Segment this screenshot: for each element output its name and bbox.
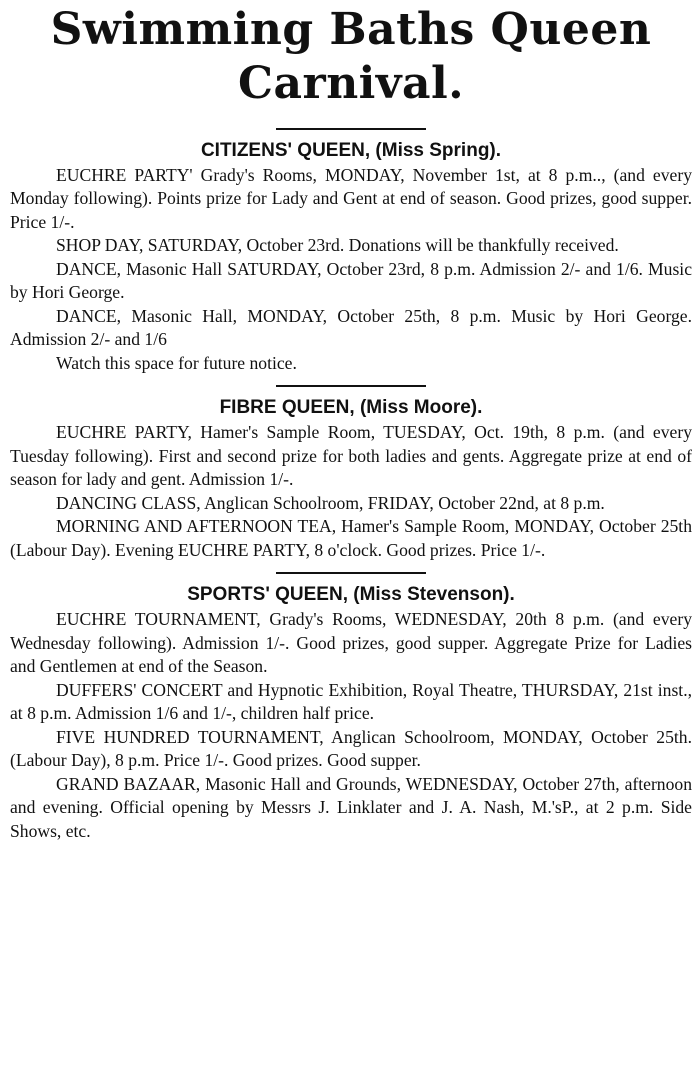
event-paragraph: GRAND BAZAAR, Masonic Hall and Grounds, WEDNESDAY, October 27th, afternoon and evening. Official opening by Messrs J. Linklater and J. A. Nash, M.'sP., at 2 p.m. Side Shows, etc. [10, 773, 692, 841]
event-paragraph: EUCHRE PARTY' Grady's Rooms, MONDAY, November 1st, at 8 p.m.., (and every Monday following). Points prize for Lady and Gent at end of season. Good prizes, good supper. Price 1/-. [10, 164, 692, 232]
section-divider [276, 385, 426, 387]
event-paragraph: MORNING AND AFTERNOON TEA, Hamer's Sample Room, MONDAY, October 25th (Labour Day). Evening EUCHRE PARTY, 8 o'clock. Good prizes. Price 1/-. [10, 516, 692, 560]
event-paragraph: FIVE HUNDRED TOURNAMENT, Anglican Schoolroom, MONDAY, October 25th. (Labour Day), 8 p.m. Price 1/-. Good prizes. Good supper. [10, 726, 692, 771]
main-title-line-1: Swimming Baths Queen [50, 4, 652, 55]
event-paragraph: SHOP DAY, SATURDAY, October 23rd. Donations will be thankfully received. [56, 235, 619, 256]
event-paragraph: Watch this space for future notice. [56, 352, 297, 373]
event-paragraph: DUFFERS' CONCERT and Hypnotic Exhibition, Royal Theatre, THURSDAY, 21st inst., at 8 p.m. Admission 1/6 and 1/-, children half price. [10, 679, 692, 724]
section-divider [276, 128, 426, 130]
section-divider [276, 572, 426, 574]
event-paragraph: DANCE, Masonic Hall SATURDAY, October 23rd, 8 p.m. Admission 2/- and 1/6. Music by Hori George. [10, 258, 692, 303]
section-fibre-queen [10, 397, 692, 562]
main-title-line-2: Carnival. [237, 58, 465, 109]
section-heading: CITIZENS' QUEEN, (Miss Spring). [200, 140, 502, 161]
event-paragraph: DANCE, Masonic Hall, MONDAY, October 25th, 8 p.m. Music by Hori George. Admission 2/- and 1/6 [10, 305, 692, 350]
event-paragraph: EUCHRE PARTY, Hamer's Sample Room, TUESDAY, Oct. 19th, 8 p.m. (and every Tuesday following). First and second prize for both ladies and gents. Aggregate prize at end of season for lady and gent. Admission 1/-. [10, 422, 692, 490]
section-heading: FIBRE QUEEN, (Miss Moore). [219, 397, 483, 419]
section-sports-queen [10, 584, 692, 843]
section-citizens-queen [10, 140, 692, 375]
event-paragraph: EUCHRE TOURNAMENT, Grady's Rooms, WEDNESDAY, 20th 8 p.m. (and every Wednesday following). Admission 1/-. Good prizes, good supper. Aggregate Prize for Ladies and Gentlemen at end of the Season. [10, 609, 692, 677]
section-heading: SPORTS' QUEEN, (Miss Stevenson). [187, 584, 515, 606]
event-paragraph: DANCING CLASS, Anglican Schoolroom, FRIDAY, October 22nd, at 8 p.m. [56, 492, 605, 513]
